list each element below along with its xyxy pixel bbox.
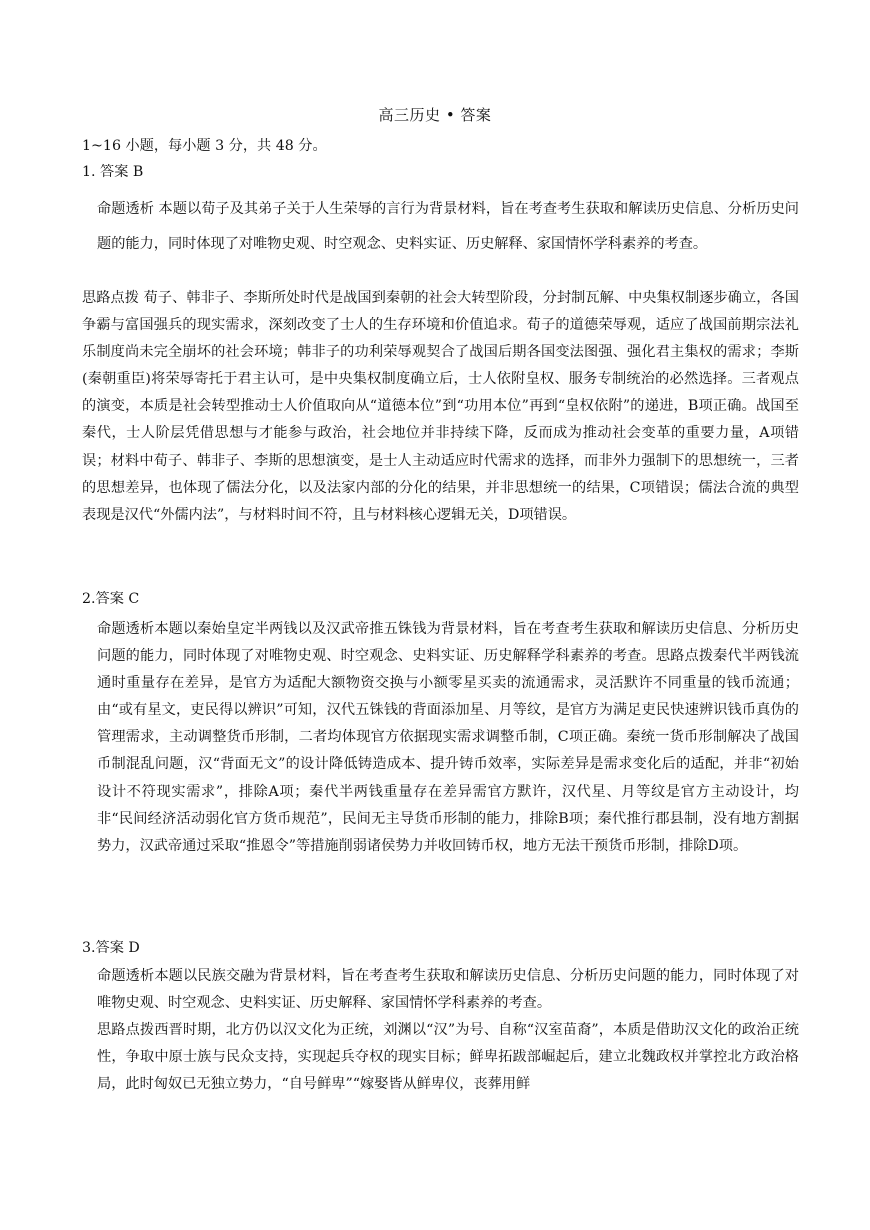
q1-hint: 思路点拨 荀子、韩非子、李斯所处时代是战国到秦朝的社会大转型阶段，分封制瓦解、中央集权制逐步确立，各国争霸与富国强兵的现实需求，深刻改变了士人的生存环境和价值追求。荀子的道德荣辱观，适应了战国前期宗法礼乐制度尚未完全崩坏的社会环境；韩非子的功利荣辱观契合了战国后期各国变法图强、强化君主集权的需求；李斯(秦朝重臣)将荣辱寄托于君主认可，是中央集权制度确立后，士人依附皇权、服务专制统治的必然选择。三者观点的演变，本质是社会转型推动士人价值取向从“道德本位”到“功用本位”再到“皇权依附”的递进，B项正确。战国至秦代，士人阶层凭借思想与才能参与政治，社会地位并非持续下降，反而成为推动社会变革的重要力量，A项错误；材料中荀子、韩非子、李斯的思想演变，是士人主动适应时代需求的选择，而非外力强制下的思想统一，三者的思想差异，也体现了儒法分化，以及法家内部的分化的结果，并非思想统一的结果，C项错误；儒法合流的典型表现是汉代“外儒内法”，与材料时间不符，且与材料核心逻辑无关，D项错误。 — [82, 290, 799, 523]
q1-heading: 1. 答案 B — [82, 164, 144, 180]
scoring-note: 1~16 小题，每小题 3 分，共 48 分。 — [82, 138, 327, 154]
q1-analysis: 命题透析 本题以荀子及其弟子关于人生荣辱的言行为背景材料，旨在考查考生获取和解读历史信息、分析历史问题的能力，同时体现了对唯物史观、时空观念、史料实证、历史解释、家国情怀学科素养的考查。 — [97, 201, 799, 252]
q3-hint: 思路点拨西晋时期，北方仍以汉文化为正统，刘渊以“汉”为号、自称“汉室苗裔”，本质是借助汉文化的政治正统性，争取中原士族与民众支持，实现起兵夺权的现实目标；鲜卑拓跋部崛起后，建立北魏政权并掌控北方政治格局，此时匈奴已无独立势力，“自号鲜卑”“嫁娶皆从鲜卑仪，丧葬用鲜 — [97, 1022, 799, 1093]
page-title: 高三历史 • 答案 — [378, 106, 492, 124]
q2-body: 命题透析本题以秦始皇定半两钱以及汉武帝推五铢钱为背景材料，旨在考查考生获取和解读历史信息、分析历史问题的能力，同时体现了对唯物史观、时空观念、史料实证、历史解释学科素养的考查。思路点拨秦代半两钱流通时重量存在差异，是官方为适配大额物资交换与小额零星买卖的流通需求，灵活默许不同重量的钱币流通；由“或有星文，吏民得以辨识”可知，汉代五铢钱的背面添加星、月等纹，是官方为满足吏民快速辨识钱币真伪的管理需求，主动调整货币形制，二者均体现官方依据现实需求调整币制，C项正确。秦统一货币形制解决了战国币制混乱问题，汉“背面无文”的设计降低铸造成本、提升铸币效率，实际差异是需求变化后的适配，并非“初始设计不符现实需求”，排除A项；秦代半两钱重量存在差异需官方默许，汉代星、月等纹是官方主动设计，均非“民间经济活动弱化官方货币规范”，民间无主导货币形制的能力，排除B项；秦代推行郡县制，没有地方割据势力，汉武帝通过采取“推恩令”等措施削弱诸侯势力并收回铸币权，地方无法干预货币形制，排除D项。 — [97, 621, 799, 854]
q3-analysis: 命题透析本题以民族交融为背景材料，旨在考查考生获取和解读历史信息、分析历史问题的能力，同时体现了对唯物史观、时空观念、史料实证、历史解释、家国情怀学科素养的考查。 — [97, 968, 799, 1012]
q3-heading: 3.答案 D — [82, 940, 140, 956]
q2-heading: 2.答案 C — [82, 591, 140, 607]
